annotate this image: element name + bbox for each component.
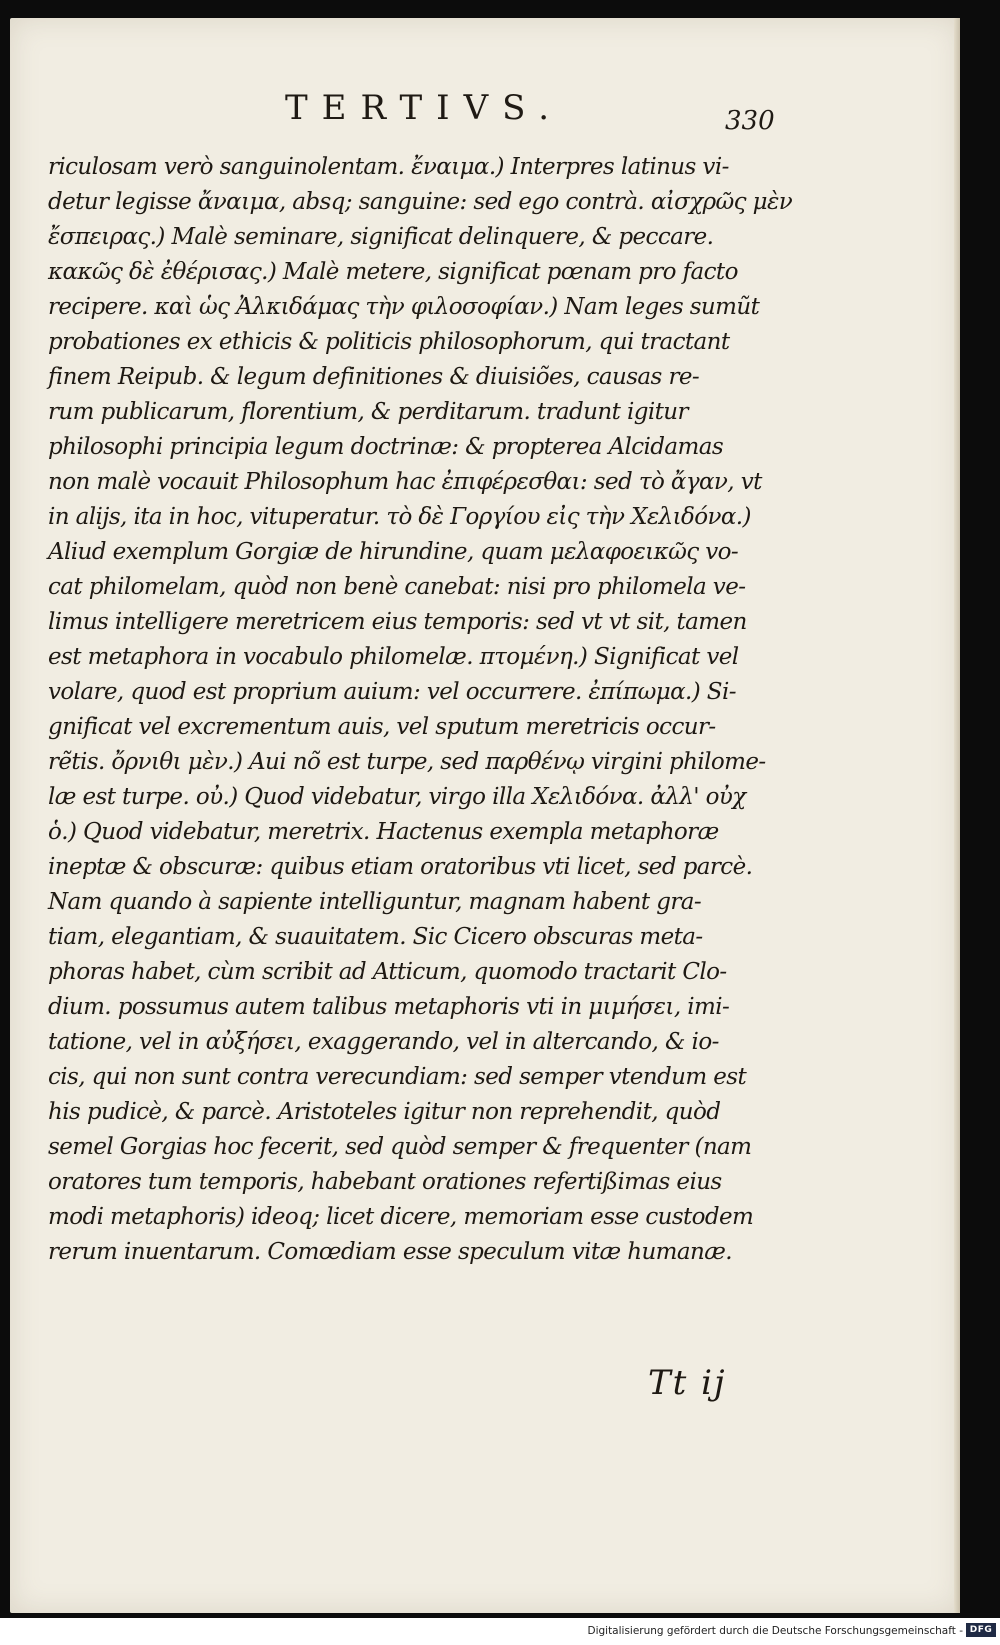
running-head: TERTIVS. bbox=[285, 88, 564, 128]
text-line: finem Reipub. & legum definitiones & diuisiões, causas re- bbox=[48, 364, 700, 390]
text-line: ineptæ & obscuræ: quibus etiam oratoribus vti licet, sed parcè. bbox=[48, 854, 753, 880]
text-line: volare, quod est proprium auium: vel occurrere. ἐπίπωμα.) Si- bbox=[48, 679, 736, 705]
footer-bar bbox=[0, 1618, 1000, 1645]
book-page bbox=[10, 18, 960, 1613]
text-line: riculosam verò sanguinolentam. ἔναιμα.) Interpres latinus vi- bbox=[48, 154, 729, 180]
text-line: probationes ex ethicis & politicis philosophorum, qui tractant bbox=[48, 329, 730, 355]
text-line: cat philomelam, quòd non benè canebat: nisi pro philomela ve- bbox=[48, 574, 746, 600]
text-line: tiam, elegantiam, & suauitatem. Sic Cicero obscuras meta- bbox=[48, 924, 703, 950]
text-line: rum publicarum, florentium, & perditarum. tradunt igitur bbox=[48, 399, 688, 425]
text-line: Nam quando à sapiente intelliguntur, magnam habent gra- bbox=[48, 889, 702, 915]
body-text bbox=[48, 150, 818, 1270]
text-line: rẽtis. ὄρνιθι μὲν.) Aui nõ est turpe, sed παρθένῳ virgini philome- bbox=[48, 749, 766, 775]
text-line: gnificat vel excrementum auis, vel sputum meretricis occur- bbox=[48, 714, 716, 740]
text-line: recipere. καὶ ὡς Ἀλκιδάμας τὴν φιλοσοφίαν.) Nam leges sumũt bbox=[48, 294, 760, 320]
text-line: detur legisse ἄναιμα, absq; sanguine: sed ego contrà. αἰσχρῶς μὲν bbox=[48, 189, 793, 215]
page-number: 330 bbox=[725, 106, 775, 136]
text-line: phoras habet, cùm scribit ad Atticum, quomodo tractarit Clo- bbox=[48, 959, 727, 985]
text-line: limus intelligere meretricem eius temporis: sed vt vt sit, tamen bbox=[48, 609, 747, 635]
text-line: oratores tum temporis, habebant orationes refertißimas eius bbox=[48, 1169, 722, 1195]
text-line: in alijs, ita in hoc, vituperatur. τὸ δὲ Γοργίου εἰς τὴν Χελιδόνα.) bbox=[48, 504, 751, 530]
text-line: est metaphora in vocabulo philomelæ. πτομένη.) Significat vel bbox=[48, 644, 739, 670]
text-line: non malè vocauit Philosophum hac ἐπιφέρεσθαι: sed τὸ ἄγαν, vt bbox=[48, 469, 762, 495]
text-line: læ est turpe. οὐ.) Quod videbatur, virgo illa Χελιδόνα. ἀλλ' οὐχ bbox=[48, 784, 746, 810]
text-line: modi metaphoris) ideoq; licet dicere, memoriam esse custodem bbox=[48, 1204, 754, 1230]
text-line: ἔσπειρας.) Malè seminare, significat delinquere, & peccare. bbox=[48, 224, 714, 250]
funding-credit: Digitalisierung gefördert durch die Deutsche Forschungsgemeinschaft - bbox=[587, 1625, 963, 1637]
text-line: rerum inuentarum. Comœdiam esse speculum vitæ humanæ. bbox=[48, 1239, 732, 1265]
text-line: his pudicè, & parcè. Aristoteles igitur non reprehendit, quòd bbox=[48, 1099, 721, 1125]
text-line: ὁ.) Quod videbatur, meretrix. Hactenus exempla metaphoræ bbox=[48, 819, 719, 845]
text-line: dium. possumus autem talibus metaphoris vti in μιμήσει, imi- bbox=[48, 994, 730, 1020]
text-line: κακῶς δὲ ἐθέρισας.) Malè metere, significat pœnam pro facto bbox=[48, 259, 738, 285]
text-line: Aliud exemplum Gorgiæ de hirundine, quam μελαφοεικῶς vo- bbox=[48, 539, 739, 565]
text-line: philosophi principia legum doctrinæ: & propterea Alcidamas bbox=[48, 434, 724, 460]
text-line: tatione, vel in αὐξήσει, exaggerando, vel in altercando, & io- bbox=[48, 1029, 719, 1055]
dfg-logo: DFG bbox=[966, 1623, 996, 1637]
text-line: semel Gorgias hoc fecerit, sed quòd semper & frequenter (nam bbox=[48, 1134, 752, 1160]
signature-mark: Tt ij bbox=[648, 1363, 727, 1403]
page-edge bbox=[954, 18, 960, 1613]
text-line: cis, qui non sunt contra verecundiam: sed semper vtendum est bbox=[48, 1064, 747, 1090]
